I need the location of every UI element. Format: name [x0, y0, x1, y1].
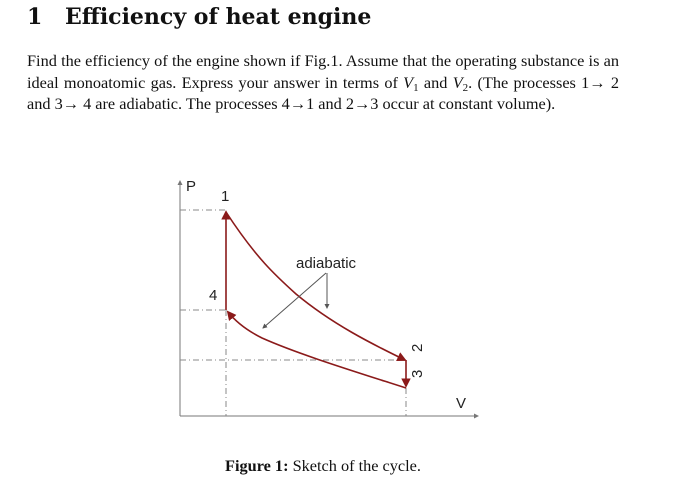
adiabatic-label: adiabatic — [296, 255, 357, 272]
section-number: 1 — [27, 4, 43, 30]
subscript-2: 2 — [462, 81, 469, 94]
figure-caption — [0, 456, 646, 476]
problem-line-3: . (The processes 1→ 2 and 3→ 4 are adiabatic. The processes 4→1 and 2→3 — [27, 72, 619, 113]
process-3-to-4 — [228, 312, 406, 388]
problem-line-4: occur at constant volume). — [382, 94, 556, 113]
point-label-1: 1 — [221, 188, 230, 205]
caption-text: Sketch of the cycle. — [288, 456, 421, 475]
caption-label: Figure 1: — [225, 456, 289, 475]
pointer-lower-adiabat — [263, 273, 326, 328]
var-v: V — [452, 72, 463, 92]
subscript-1: 1 — [413, 81, 419, 94]
word-and: and — [418, 72, 448, 92]
axis-label-p: P — [186, 178, 197, 195]
point-label-2: 2 — [409, 343, 426, 352]
problem-line-2: substance is an ideal monoatomic gas. Express your answer in terms of — [27, 51, 619, 92]
point-label-4: 4 — [209, 287, 218, 304]
var-v: V — [403, 72, 414, 92]
section-title: Efficiency of heat engine — [65, 4, 372, 30]
point-label-3: 3 — [409, 369, 426, 378]
problem-line-1: Find the efficiency of the engine shown if Fig.1. Assume that the operating — [27, 51, 517, 70]
process-1-to-2 — [226, 212, 405, 360]
axis-label-v: V — [456, 395, 467, 412]
